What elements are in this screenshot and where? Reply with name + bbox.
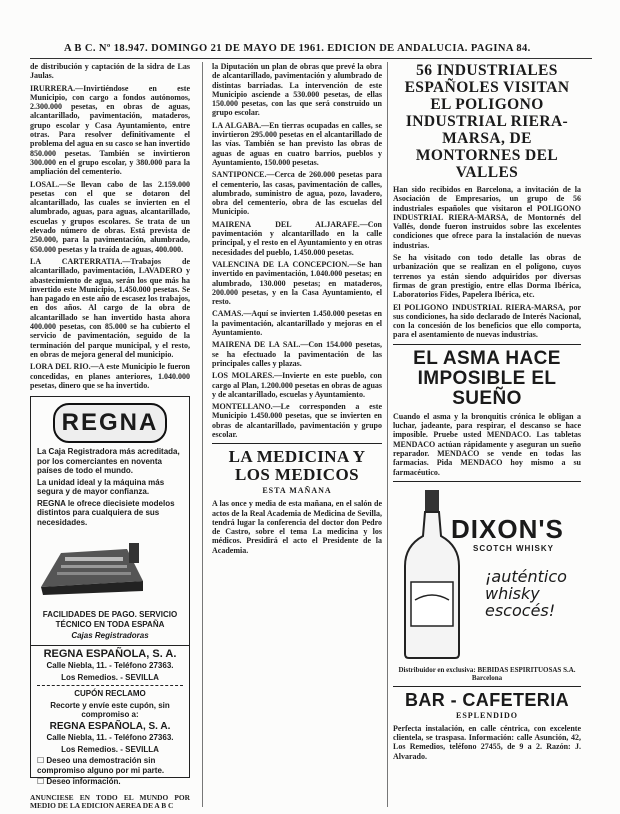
coupon-option: ☐ Deseo información. bbox=[37, 777, 121, 787]
coupon-option: ☐ Deseo una demostración sin compromiso alguno por mi parte. bbox=[37, 756, 165, 775]
paragraph: LORA DEL RIO.—A este Municipio le fueron concedidas, en planes anteriores, 1.040.000 pesetas, dinero que se ha invertido. bbox=[30, 362, 190, 390]
column-1 bbox=[30, 62, 190, 807]
payment-offer: FACILIDADES DE PAGO. SERVICIO TÉCNICO EN TODA ESPAÑA bbox=[42, 610, 178, 629]
page-header: A B C. Nº 18.947. DOMINGO 21 DE MAYO DE 1961. EDICION DE ANDALUCIA. PAGINA 84. bbox=[64, 43, 531, 54]
dixons-advertisement bbox=[393, 486, 581, 666]
coupon-company: REGNA ESPAÑOLA, S. A. bbox=[49, 720, 171, 732]
ad-subhead: ESPLENDIDO bbox=[455, 710, 518, 720]
company-address: Calle Niebla, 11. - Teléfono 27363. bbox=[46, 661, 174, 671]
brand-slogan: ¡auténtico whisky escocés! bbox=[485, 566, 567, 620]
paragraph: de distribución y captación de la sidra de Las Jaulas. bbox=[30, 62, 190, 81]
paragraph: LA CARTERRATIA.—Trabajos de alcantarillado, pavimentación, LAVADERO y abastecimiento de agua, serán los que más ha invertido este Municipio, 1.450.000 pesetas. Se han pagado en este año de escasez los trabajos, en dos años. Al cargo de la obra de alcantarillado se han invertido hasta ahora 400.000 pesetas, con 85.000 se ha cubierto el servicio de pavimentación, seguido de la terminación del parque municipal, y el resto, en obras de mejora general del municipio. bbox=[30, 256, 190, 359]
ad-headline: EL ASMA HACE IMPOSIBLE EL SUEÑO bbox=[413, 347, 561, 409]
ad-headline: BAR - CAFETERIA bbox=[405, 689, 569, 710]
article-headline: LA MEDICINA Y LOS MEDICOS bbox=[228, 447, 366, 485]
ad-text: Perfecta instalación, en calle céntrica, con excelente clientela, se traspasa. Información: calle Asunción, 42, Los Remedios, teléfono 27455, de 9 a 2. Razón: J. Alvarado. bbox=[393, 723, 581, 761]
column-divider bbox=[387, 62, 388, 807]
paragraph: MAIRENA DEL ALJARAFE.—Con pavimentación y alcantarillado en la calle principal, y el resto en el Ayuntamiento y en otras necesidades del pueblo, 1.450.000 pesetas. bbox=[212, 219, 382, 257]
header-rule bbox=[30, 58, 592, 59]
article-headline: 56 INDUSTRIALES ESPAÑOLES VISITAN EL POLIGONO INDUSTRIAL RIERA-MARSA, DE MONTORNES DEL VALLES bbox=[404, 62, 570, 181]
coupon-text: Recorte y envíe este cupón, sin compromiso a: bbox=[50, 700, 170, 720]
footer-notice: ANUNCIESE EN TODO EL MUNDO POR MEDIO DE LA EDICION AEREA DE A B C bbox=[30, 793, 190, 811]
column-2 bbox=[212, 62, 382, 807]
paragraph: LA ALGABA.—En tierras ocupadas en calles, se invirtieron 295.000 pesetas en el alcantarillado de las vías. También se han previsto las obras de aguas de aguas en cuatro barrios, pueblos y Ayuntamiento, 150.000 pesetas. bbox=[212, 120, 382, 167]
paragraph: A las once y media de esta mañana, en el salón de actos de la Real Academia de Medicina de Sevilla, tendrá lugar la conferencia del doctor don Pedro de Castro, sobre el tema La medicina y los médicos. Presidirá el acto el Presidente de la Academia. bbox=[212, 499, 382, 555]
coupon-title: CUPÓN RECLAMO bbox=[74, 689, 146, 699]
brand-name: DIXON'S bbox=[451, 513, 564, 544]
paragraph: CAMAS.—Aquí se invierten 1.450.000 pesetas en la pavimentación, alcantarillado y mejoras en el Ayuntamiento. bbox=[212, 309, 382, 338]
paragraph: VALENCINA DE LA CONCEPCION.—Se han invertido en pavimentación, 1.040.000 pesetas; en alumbrado, 130.000 pesetas; en mataderos, 200.000 pesetas, y en la Casa Ayuntamiento, el resto. bbox=[212, 259, 382, 307]
product-name: Cajas Registradoras bbox=[71, 631, 149, 641]
column-3 bbox=[393, 62, 581, 807]
paragraph: El POLIGONO INDUSTRIAL RIERA-MARSA, por sus condiciones, ha sido declarado de Interés Nacional, con la concesión de los beneficios que ello comporta, para el asentamiento de nuevas industrias. bbox=[393, 302, 581, 340]
paragraph: MAIRENA DE LA SAL.—Con 154.000 pesetas, se ha efectuado la pavimentación de las principales calles y plazas. bbox=[212, 340, 382, 368]
column-divider bbox=[202, 62, 203, 807]
column-1-footer bbox=[30, 794, 190, 814]
cash-register-illustration bbox=[31, 535, 151, 597]
paragraph: LOSAL.—Se llevan cabo de las 2.159.000 pesetas con el que se dotaron del alcantarillado, las cuales se invierten en el alumbrado, aguas, para aguas, alcantarillado, escuelas y grupos escolares. Se trata de un elevado número de obras. Está prevista de 250.000, para la pavimentación, alumbrado, 650.000 pesetas y la traída de aguas, 400.000. bbox=[30, 179, 190, 254]
distributor-note: Distribuidor en exclusiva: BEBIDAS ESPIRITUOSAS S.A. Barcelona bbox=[398, 665, 576, 682]
paragraph: la Diputación un plan de obras que prevé la obra de alcantarillado, pavimentación y alumbrado de distintas barriadas. La intervención de este Municipio asciende a 530.000 pesetas, de ellas 150.000 pesetas, con las que será construido un grupo escolar. bbox=[212, 62, 382, 118]
ad-text: Cuando el asma y la bronquitis crónica le obligan a luchar, jadeante, para respirar, el descanso se hace imposible. Pruebe usted MENDACO. Las tabletas MENDACO actúan rápidamente y aseguran un sueño reparador. MENDACO se vende en todas las farmacias. Pida MENDACO hoy mismo a su farmacéutico. bbox=[393, 411, 581, 477]
paragraph: MONTELLANO.—Le corresponden a este Municipio 1.450.000 pesetas, que se invierten en obras de alcantarillado, pavimentación y grupo escolar. bbox=[212, 402, 382, 439]
paragraph: Se ha visitado con todo detalle las obras de urbanización que se realizan en el polígono, cuyos terrenos ya están siendo adquiridos por diversas firmas de gran prestigio, entre ellas Dorma Ibérica, Laboratorios Fides, Papelera Ibérica, etc. bbox=[393, 253, 581, 300]
ad-text: La unidad ideal y la máquina más segura y de mayor confianza. bbox=[37, 477, 165, 497]
company-city: Los Remedios. - SEVILLA bbox=[61, 672, 159, 682]
coupon-city: Los Remedios. - SEVILLA bbox=[61, 744, 159, 754]
regna-logo: REGNA bbox=[53, 403, 167, 443]
brand-subtitle: SCOTCH WHISKY bbox=[473, 543, 554, 553]
paragraph: LOS MOLARES.—Invierte en este pueblo, con cargo al Plan, 1.200.000 pesetas en obras de aguas y de alcantarillado, escuelas y Ayuntamiento. bbox=[212, 371, 382, 399]
ad-text: La Caja Registradora más acreditada, por los comerciantes en noventa países de todo el mundo. bbox=[37, 447, 180, 476]
paragraph: SANTIPONCE.—Cerca de 260.000 pesetas para el cementerio, las casas, pavimentación de calles, alumbrado, suministro de agua, pozo, lavadero, obra del cementerio, obra de las escuelas del Municipio. bbox=[212, 170, 382, 217]
coupon-address: Calle Niebla, 11. - Teléfono 27363. bbox=[46, 733, 174, 743]
paragraph: IRURRERA.—Invirtiéndose en este Municipio, con cargo a fondos autónomos, 2.300.000 pesetas, en obras de aguas, alcantarillado, pavimentación, mataderos, grupo escolar y Casa Ayuntamiento, entre otras. Para resolver definitivamente el problema del agua en su casco se han invertido 850.000 pesetas. También se invirtieron 300.000 en el grupo escolar, y 380.000 para la ampliación del cementerio. bbox=[30, 83, 190, 177]
regna-advertisement bbox=[30, 396, 190, 787]
article-subhead: ESTA MAÑANA bbox=[262, 486, 332, 496]
ad-text: REGNA le ofrece diecisiete modelos distintos para cualquiera de sus necesidades. bbox=[37, 498, 175, 527]
company-name: REGNA ESPAÑOLA, S. A. bbox=[43, 647, 177, 660]
paragraph: Han sido recibidos en Barcelona, a invitación de la Asociación de Empresarios, un grupo de 56 industriales españoles que visitaron el POLIGONO INDUSTRIAL RIERA-MARSA, de Montornés del Vallés, donde fueron instruidos sobre las excelentes condiciones que ofrece para la instalación de nuevas industrias. bbox=[393, 185, 581, 250]
